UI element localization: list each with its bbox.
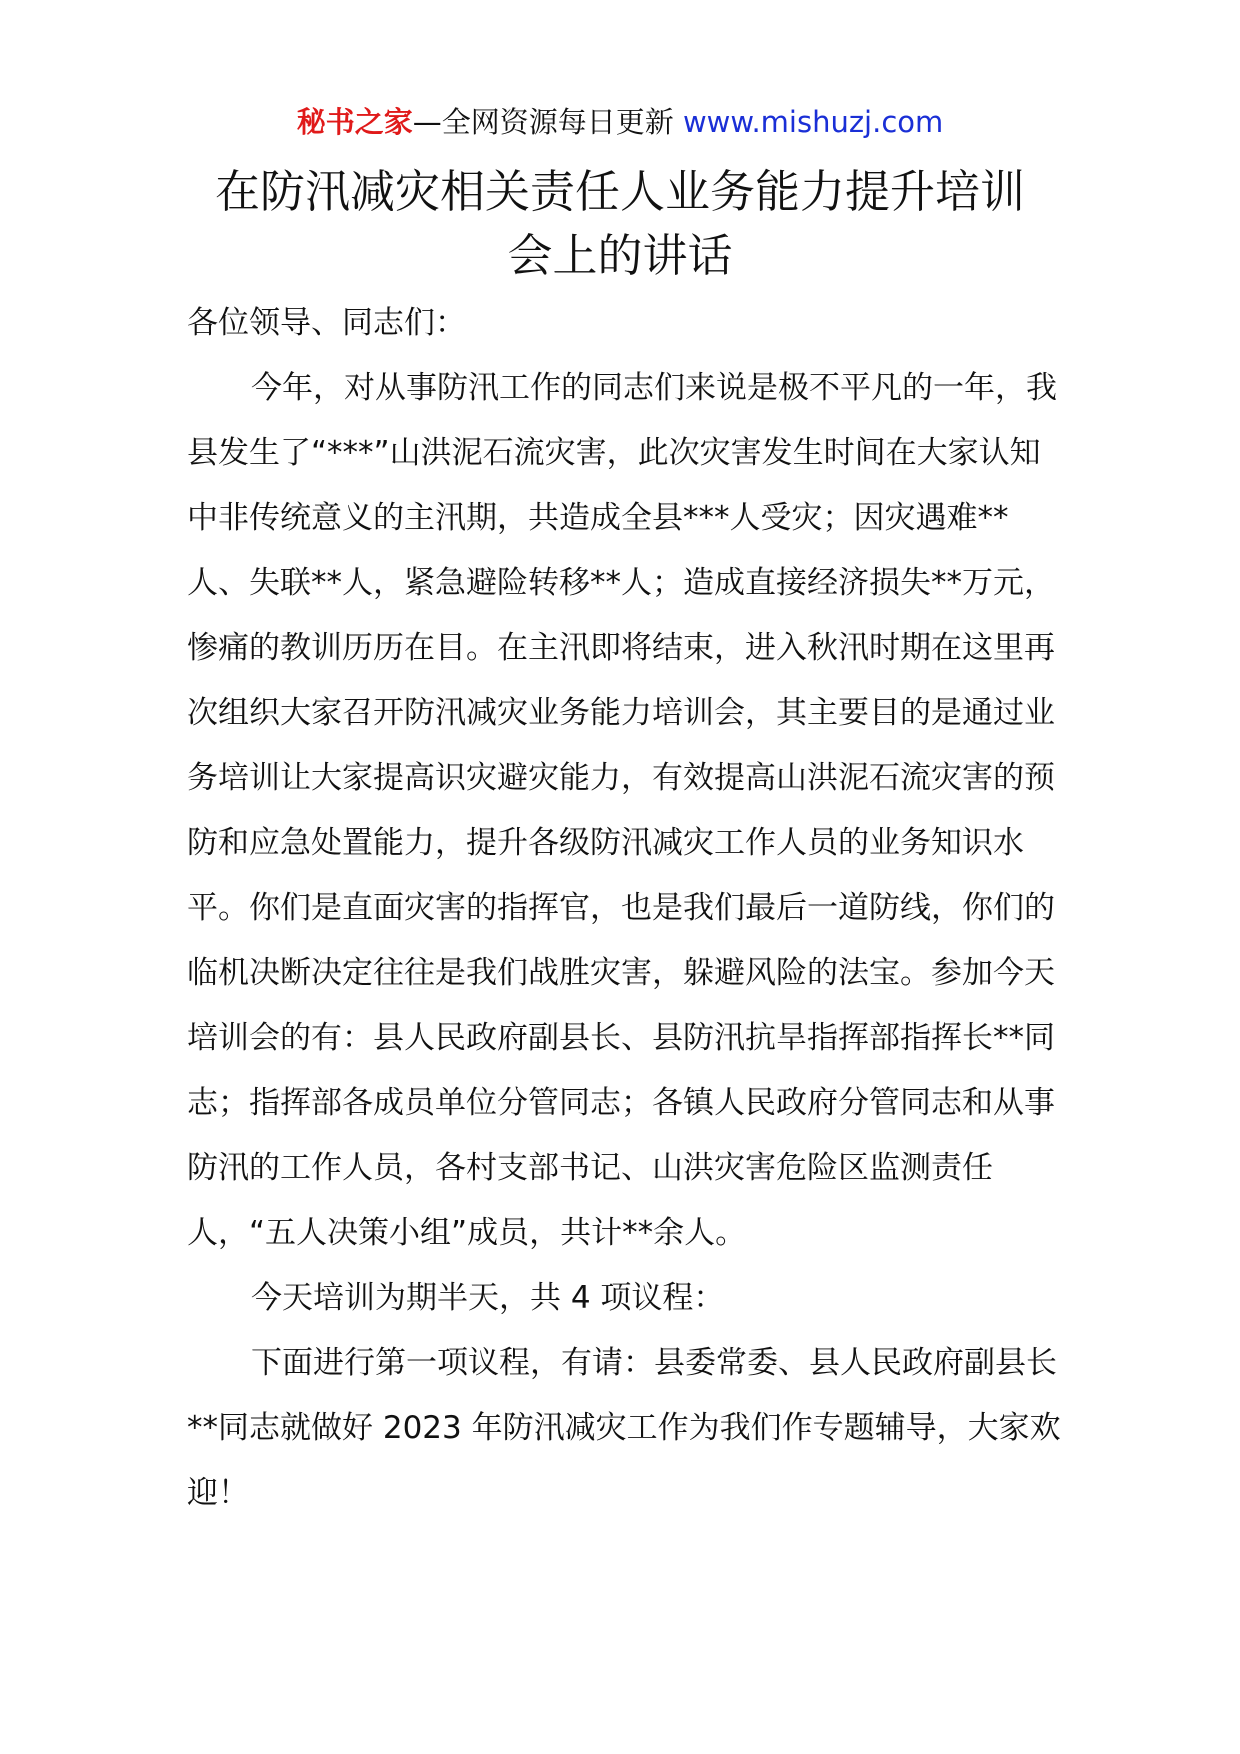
site-url-link[interactable]: www.mishuzj.com [682, 105, 944, 139]
body-paragraph-2: 今天培训为期半天，共 4 项议程： [251, 1280, 725, 1316]
salutation: 各位领导、同志们： [187, 305, 466, 341]
site-header [0, 100, 1240, 144]
body-paragraph-1: 今年，对从事防汛工作的同志们来说是极不平凡的一年，我县发生了“***”山洪泥石流灾害，此次灾害发生时间在大家认知中非传统意义的主汛期，共造成全县***人受灾；因灾遇难**人、失联**人，紧急避险转移**人；造成直接经济损失**万元，惨痛的教训历历在目。在主汛即将结束，进入秋汛时期在这里再次组织大家召开防汛减灾业务能力培训会，其主要目的是通过业务培训让大家提高识灾避灾能力，有效提高山洪泥石流灾害的预防和应急处置能力，提升各级防汛减灾工作人员的业务知识水平。你们是直面灾害的指挥官，也是我们最后一道防线，你们的临机决断决定往往是我们战胜灾害，躲避风险的法宝。参加今天培训会的有：县人民政府副县长、县防汛抗旱指挥部指挥长**同志；指挥部各成员单位分管同志；各镇人民政府分管同志和从事防汛的工作人员，各村支部书记、山洪灾害危险区监测责任人，“五人决策小组”成员，共计**余人。 [187, 370, 1057, 1251]
brand-name: 秘书之家 [296, 105, 413, 139]
body-paragraph-3: 下面进行第一项议程，有请：县委常委、县人民政府副县长**同志就做好 2023 年防汛减灾工作为我们作专题辅导，大家欢迎！ [187, 1345, 1061, 1511]
document-title-line-1: 在防汛减灾相关责任人业务能力提升培训 [214, 165, 1025, 218]
document-title [150, 160, 1090, 288]
document-title-line-2: 会上的讲话 [507, 229, 733, 282]
header-tagline: —全网资源每日更新 [412, 105, 683, 139]
document-body [187, 291, 1067, 1526]
